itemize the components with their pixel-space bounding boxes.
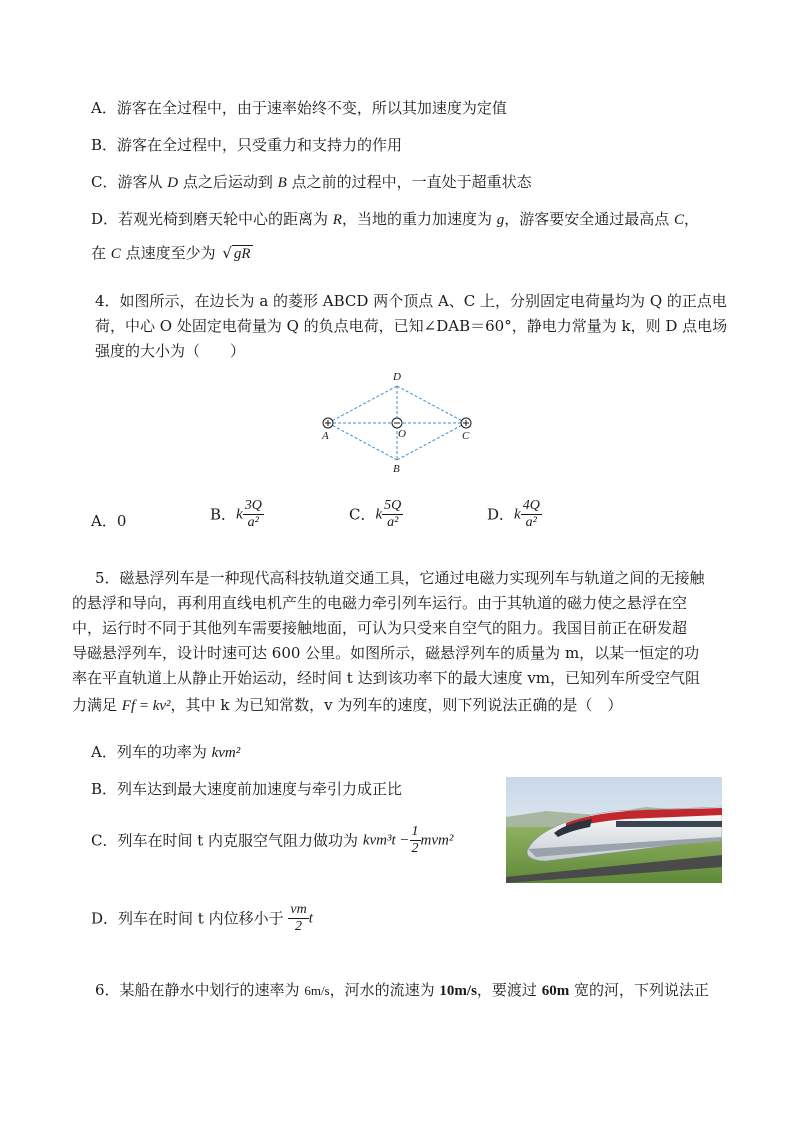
q4-d-k: k	[514, 506, 521, 523]
label-a: A	[322, 430, 329, 442]
q3-option-d-line2	[91, 243, 253, 264]
q5-c-den: 2	[411, 841, 419, 856]
q3-option-b: B．游客在全过程中，只受重力和支持力的作用	[91, 136, 403, 154]
q4-b-num: 3Q	[244, 498, 262, 513]
q5-line1: 5．磁悬浮列车是一种现代高科技轨道交通工具，它通过电磁力实现列车与轨道之间的无接触	[95, 569, 705, 587]
q3-d-g: g	[496, 212, 505, 228]
q6-text: 6．某船在静水中划行的速率为	[95, 981, 305, 999]
q5-d-text: D．列车在时间 t 内位移小于	[91, 909, 289, 928]
q4-option-b	[210, 498, 264, 542]
q3-d-text-post: ，游客要安全通过最高点	[504, 210, 675, 228]
q4-option-d	[487, 498, 542, 542]
q5-line2: 的悬浮和导向，再利用直线电机产生的电磁力牵引列车运行。由于其轨道的磁力使之悬浮在空	[72, 594, 688, 612]
q5-option-d	[91, 902, 313, 946]
label-o: O	[398, 428, 406, 440]
q6-boat-speed: 6m/s	[304, 983, 330, 998]
q3-d2-text: 在	[91, 244, 111, 262]
q4-option-c	[349, 498, 403, 542]
q6-text-mid2: ，要渡过	[476, 981, 542, 999]
q5-d-fraction	[288, 902, 308, 935]
q4-line1: 4．如图所示，在边长为 a 的菱形 ABCD 两个顶点 A、C 上，分别固定电荷量均为 Q 的正点电	[95, 292, 727, 310]
label-d: D	[393, 371, 401, 383]
q3-d-text-mid: ，当地的重力加速度为	[341, 210, 497, 228]
q5-line6-post: ，其中 k 为已知常数，v 为列车的速度，则下列说法正确的是（ ）	[170, 696, 623, 714]
label-c: C	[462, 430, 470, 442]
q5-line3: 中，运行时不同于其他列车需要接触地面，可认为只受来自空气的阻力。我国目前正在研发超	[72, 619, 688, 637]
q3-d2-text-post: 点速度至少为	[120, 244, 221, 262]
q4-b-den: a²	[247, 515, 259, 530]
q4-c-k: k	[375, 506, 383, 523]
q5-line5: 率在平直轨道上从静止开始运动，经时间 t 达到该功率下的最大速度 vm，已知列车所受空气阻	[72, 669, 701, 687]
q5-d-t: t	[308, 910, 313, 927]
q4-c-fraction	[382, 498, 403, 531]
sqrt-content: gR	[233, 246, 251, 262]
edge-ba	[328, 423, 397, 460]
sqrt-formula: √ gR	[222, 244, 251, 262]
q5-a-formula: kvm²	[211, 745, 241, 761]
edge-dc	[397, 386, 466, 423]
q4-line2: 荷，中心 O 处固定电荷量为 Q 的负点电荷，已知∠DAB＝60°，静电力常量为 k，则 D 点电场	[95, 317, 728, 335]
q4-option-a: A．0	[91, 512, 127, 530]
q4-b-k: k	[236, 506, 243, 523]
maglev-train-image	[506, 777, 722, 883]
q5-d-den: 2	[295, 919, 303, 934]
q4-d-num: 4Q	[522, 498, 540, 513]
q3-c-point-b: B	[277, 175, 287, 191]
q5-drag-formula: Ff = kv²	[121, 698, 171, 714]
q3-option-a: A．游客在全过程中，由于速率始终不变，所以其加速度为定值	[91, 99, 507, 117]
q4-c-den: a²	[387, 515, 399, 530]
q5-c-fraction	[410, 824, 421, 857]
q3-d-c: C	[674, 212, 685, 228]
q4-b-fraction	[243, 498, 264, 531]
q5-line4: 导磁悬浮列车，设计时速可达 600 公里。如图所示，磁悬浮列车的质量为 m，以某一恒定的功	[72, 644, 700, 662]
q4-d-den: a²	[525, 515, 537, 530]
q3-option-c	[91, 172, 532, 193]
edge-ad	[328, 386, 397, 423]
label-b: B	[393, 463, 400, 475]
q5-option-c	[91, 824, 453, 868]
q5-c-formula-b: mvm²	[420, 832, 454, 849]
q3-c-text-post: 点之前的过程中，一直处于超重状态	[286, 173, 532, 191]
q5-line6-pre: 力满足	[72, 696, 122, 714]
q3-d-r: R	[332, 212, 342, 228]
q3-d2-c: C	[110, 246, 121, 262]
q3-c-point-d: D	[167, 175, 179, 191]
q6-line1	[95, 980, 709, 1001]
q4-d-label: D．	[487, 505, 515, 524]
edge-cb	[397, 423, 466, 460]
q3-d-end: ，	[684, 210, 700, 228]
q4-d-fraction	[521, 498, 542, 531]
q5-d-num: vm	[290, 902, 307, 917]
q4-c-label: C．	[349, 505, 376, 524]
rhombus-diagram	[310, 368, 480, 476]
q6-river-width: 60m	[541, 983, 570, 999]
q6-water-speed: 10m/s	[439, 983, 477, 999]
q5-c-text: C．列车在时间 t 内克服空气阻力做功为	[91, 831, 363, 850]
q6-text-post: 宽的河，下列说法正	[569, 981, 709, 999]
q5-a-text: A．列车的功率为	[91, 743, 212, 761]
q3-c-text-mid: 点之后运动到	[178, 173, 278, 191]
q6-text-mid: ，河水的流速为	[329, 981, 440, 999]
q3-d-text: D．若观光椅到磨天轮中心的距离为	[91, 210, 333, 228]
q5-c-num: 1	[411, 824, 419, 839]
q5-line6	[72, 695, 622, 716]
q3-c-text: C．游客从	[91, 173, 168, 191]
q4-line3: 强度的大小为（ ）	[95, 342, 246, 360]
q3-option-d-line1	[91, 209, 699, 230]
q5-option-b: B．列车达到最大速度前加速度与牵引力成正比	[91, 780, 403, 798]
q4-c-num: 5Q	[384, 498, 402, 513]
q5-option-a	[91, 742, 240, 763]
q4-b-label: B．	[210, 505, 237, 524]
q5-c-formula-a: kvm³t −	[362, 832, 410, 849]
